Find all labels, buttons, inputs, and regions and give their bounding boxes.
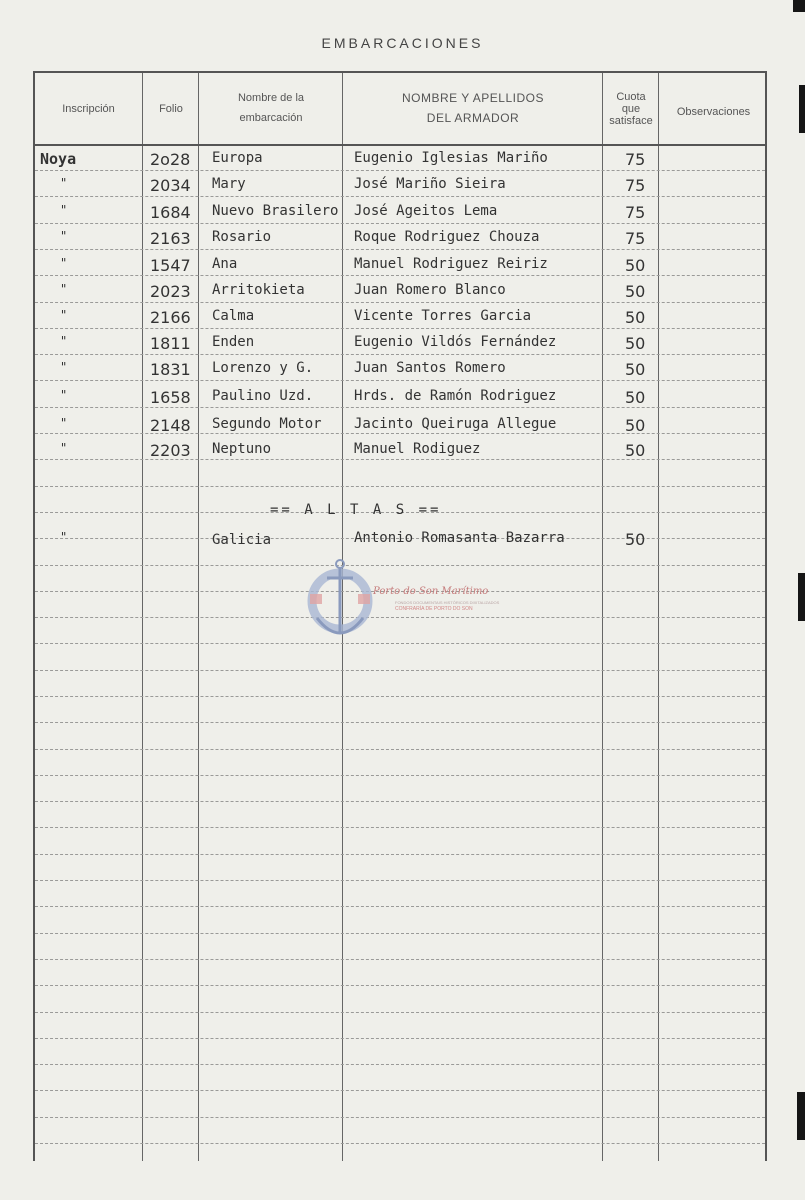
table-row [0, 441, 805, 467]
cell-cuota: 75 [625, 229, 646, 248]
ruled-line [35, 722, 765, 723]
cell-owner: Antonio Romasanta Bazarra [354, 530, 565, 546]
table-row [0, 256, 805, 282]
cell-folio: 1811 [150, 334, 191, 353]
ruled-line [35, 1064, 765, 1065]
cell-boat: Nuevo Brasilero [212, 203, 339, 219]
cell-inscripcion: " [60, 360, 68, 374]
cell-folio: 1547 [150, 256, 191, 275]
table-row [0, 360, 805, 386]
altas-row [0, 530, 805, 556]
cell-cuota: 75 [625, 203, 646, 222]
scan-edge-mark [797, 1092, 805, 1140]
ruled-line [35, 1038, 765, 1039]
cell-cuota: 50 [625, 416, 646, 435]
scan-edge-mark [798, 573, 805, 621]
table-row [0, 203, 805, 229]
cell-owner: José Ageitos Lema [354, 203, 498, 219]
header-folio: Folio [159, 103, 183, 115]
ruled-line [35, 775, 765, 776]
altas-heading: == A L T A S == [270, 502, 442, 518]
cell-inscripcion: " [60, 334, 68, 348]
cell-folio: 1684 [150, 203, 191, 222]
cell-cuota: 50 [625, 530, 646, 549]
cell-owner: Manuel Rodiguez [354, 441, 481, 457]
cell-inscripcion: " [60, 229, 68, 243]
table-row [0, 176, 805, 202]
stamp-org: CONFRARÍA DE PORTO DO SON [395, 606, 473, 612]
cell-folio: 1658 [150, 388, 191, 407]
table-row [0, 388, 805, 414]
table-row [0, 308, 805, 334]
cell-boat: Rosario [212, 229, 272, 245]
header-armador-line1: NOMBRE Y APELLIDOS [402, 91, 544, 105]
cell-owner: Juan Santos Romero [354, 360, 506, 376]
ruled-line [35, 1143, 765, 1144]
header-armador-line2: DEL ARMADOR [426, 111, 520, 125]
ruled-line [35, 749, 765, 750]
cell-owner: Manuel Rodriguez Reiriz [354, 256, 548, 272]
ruled-line [35, 1012, 765, 1013]
cell-owner: Jacinto Queiruga Allegue [354, 416, 557, 432]
cell-boat: Paulino Uzd. [212, 388, 314, 404]
ruled-line [35, 985, 765, 986]
cell-inscripcion: " [60, 416, 68, 430]
ruled-line [35, 696, 765, 697]
ruled-line [35, 933, 765, 934]
table-row [0, 150, 805, 176]
cell-cuota: 50 [625, 334, 646, 353]
cell-boat: Ana [212, 256, 238, 272]
cell-owner: Vicente Torres Garcia [354, 308, 532, 324]
cell-boat: Calma [212, 308, 255, 324]
cell-inscripcion: " [60, 308, 68, 322]
header-rule [33, 144, 767, 146]
scan-edge-mark [793, 0, 805, 12]
cell-cuota: 50 [625, 388, 646, 407]
header-cuota-line3: satisface [609, 115, 653, 127]
cell-boat: Europa [212, 150, 263, 166]
cell-cuota: 50 [625, 441, 646, 460]
table-row [0, 334, 805, 360]
table-row [0, 229, 805, 255]
cell-boat: Lorenzo y G. [212, 360, 314, 376]
ruled-line [35, 959, 765, 960]
cell-inscripcion: " [60, 441, 68, 455]
cell-inscripcion: " [60, 176, 68, 190]
header-armador [344, 89, 602, 127]
cell-folio: 2203 [150, 441, 191, 460]
cell-folio: 2034 [150, 176, 191, 195]
cell-folio: 2166 [150, 308, 191, 327]
ruled-line [35, 801, 765, 802]
stamp-name: Porto do Son Marítimo [373, 586, 489, 597]
table-row [0, 282, 805, 308]
cell-boat: Neptuno [212, 441, 272, 457]
cell-inscripcion: " [60, 256, 68, 270]
page-title: EMBARCACIONES [321, 35, 484, 51]
ruled-line [35, 670, 765, 671]
table-row [0, 416, 805, 442]
cell-boat: Segundo Motor [212, 416, 322, 432]
anchor-life-ring-icon [305, 556, 375, 646]
cell-boat: Enden [212, 334, 255, 350]
cell-inscripcion: " [60, 530, 68, 544]
header-inscripcion: Inscripción [62, 103, 115, 115]
ruled-line [35, 1117, 765, 1118]
ruled-line [35, 906, 765, 907]
stamp-subtitle: FONDOS DOCUMENTAIS HISTÓRICOS DIXITALIZADOS [395, 600, 500, 605]
cell-cuota: 75 [625, 176, 646, 195]
cell-folio: 2163 [150, 229, 191, 248]
cell-boat: Galicia [212, 532, 272, 548]
header-cuota-line2: que [621, 103, 641, 115]
ruled-line [35, 880, 765, 881]
ruled-line [35, 827, 765, 828]
cell-inscripcion: " [60, 203, 68, 217]
header-nombre-line2: embarcación [239, 112, 303, 124]
ruled-line [35, 486, 765, 487]
header-nombre-line1: Nombre de la [237, 92, 305, 104]
cell-folio: 1831 [150, 360, 191, 379]
ruled-line [35, 1090, 765, 1091]
cell-owner: Eugenio Vildós Fernández [354, 334, 557, 350]
header-cuota [604, 91, 658, 127]
cell-boat: Arritokieta [212, 282, 305, 298]
cell-owner: Juan Romero Blanco [354, 282, 506, 298]
cell-owner: Hrds. de Ramón Rodriguez [354, 388, 557, 404]
cell-folio: 2o28 [150, 150, 191, 169]
cell-owner: José Mariño Sieira [354, 176, 506, 192]
cell-owner: Roque Rodriguez Chouza [354, 229, 540, 245]
scan-edge-mark [799, 85, 805, 133]
cell-cuota: 50 [625, 308, 646, 327]
cell-cuota: 75 [625, 150, 646, 169]
ruled-line [35, 854, 765, 855]
cell-folio: 2023 [150, 282, 191, 301]
cell-inscripcion: Noya [40, 150, 77, 168]
watermark-stamp [305, 556, 505, 646]
cell-folio: 2148 [150, 416, 191, 435]
header-observaciones: Observaciones [676, 106, 751, 118]
cell-cuota: 50 [625, 282, 646, 301]
cell-owner: Eugenio Iglesias Mariño [354, 150, 548, 166]
header-nombre-embarcacion [200, 89, 342, 127]
cell-boat: Mary [212, 176, 246, 192]
cell-inscripcion: " [60, 282, 68, 296]
header-cuota-line1: Cuota [616, 91, 646, 103]
cell-inscripcion: " [60, 388, 68, 402]
cell-cuota: 50 [625, 256, 646, 275]
cell-cuota: 50 [625, 360, 646, 379]
